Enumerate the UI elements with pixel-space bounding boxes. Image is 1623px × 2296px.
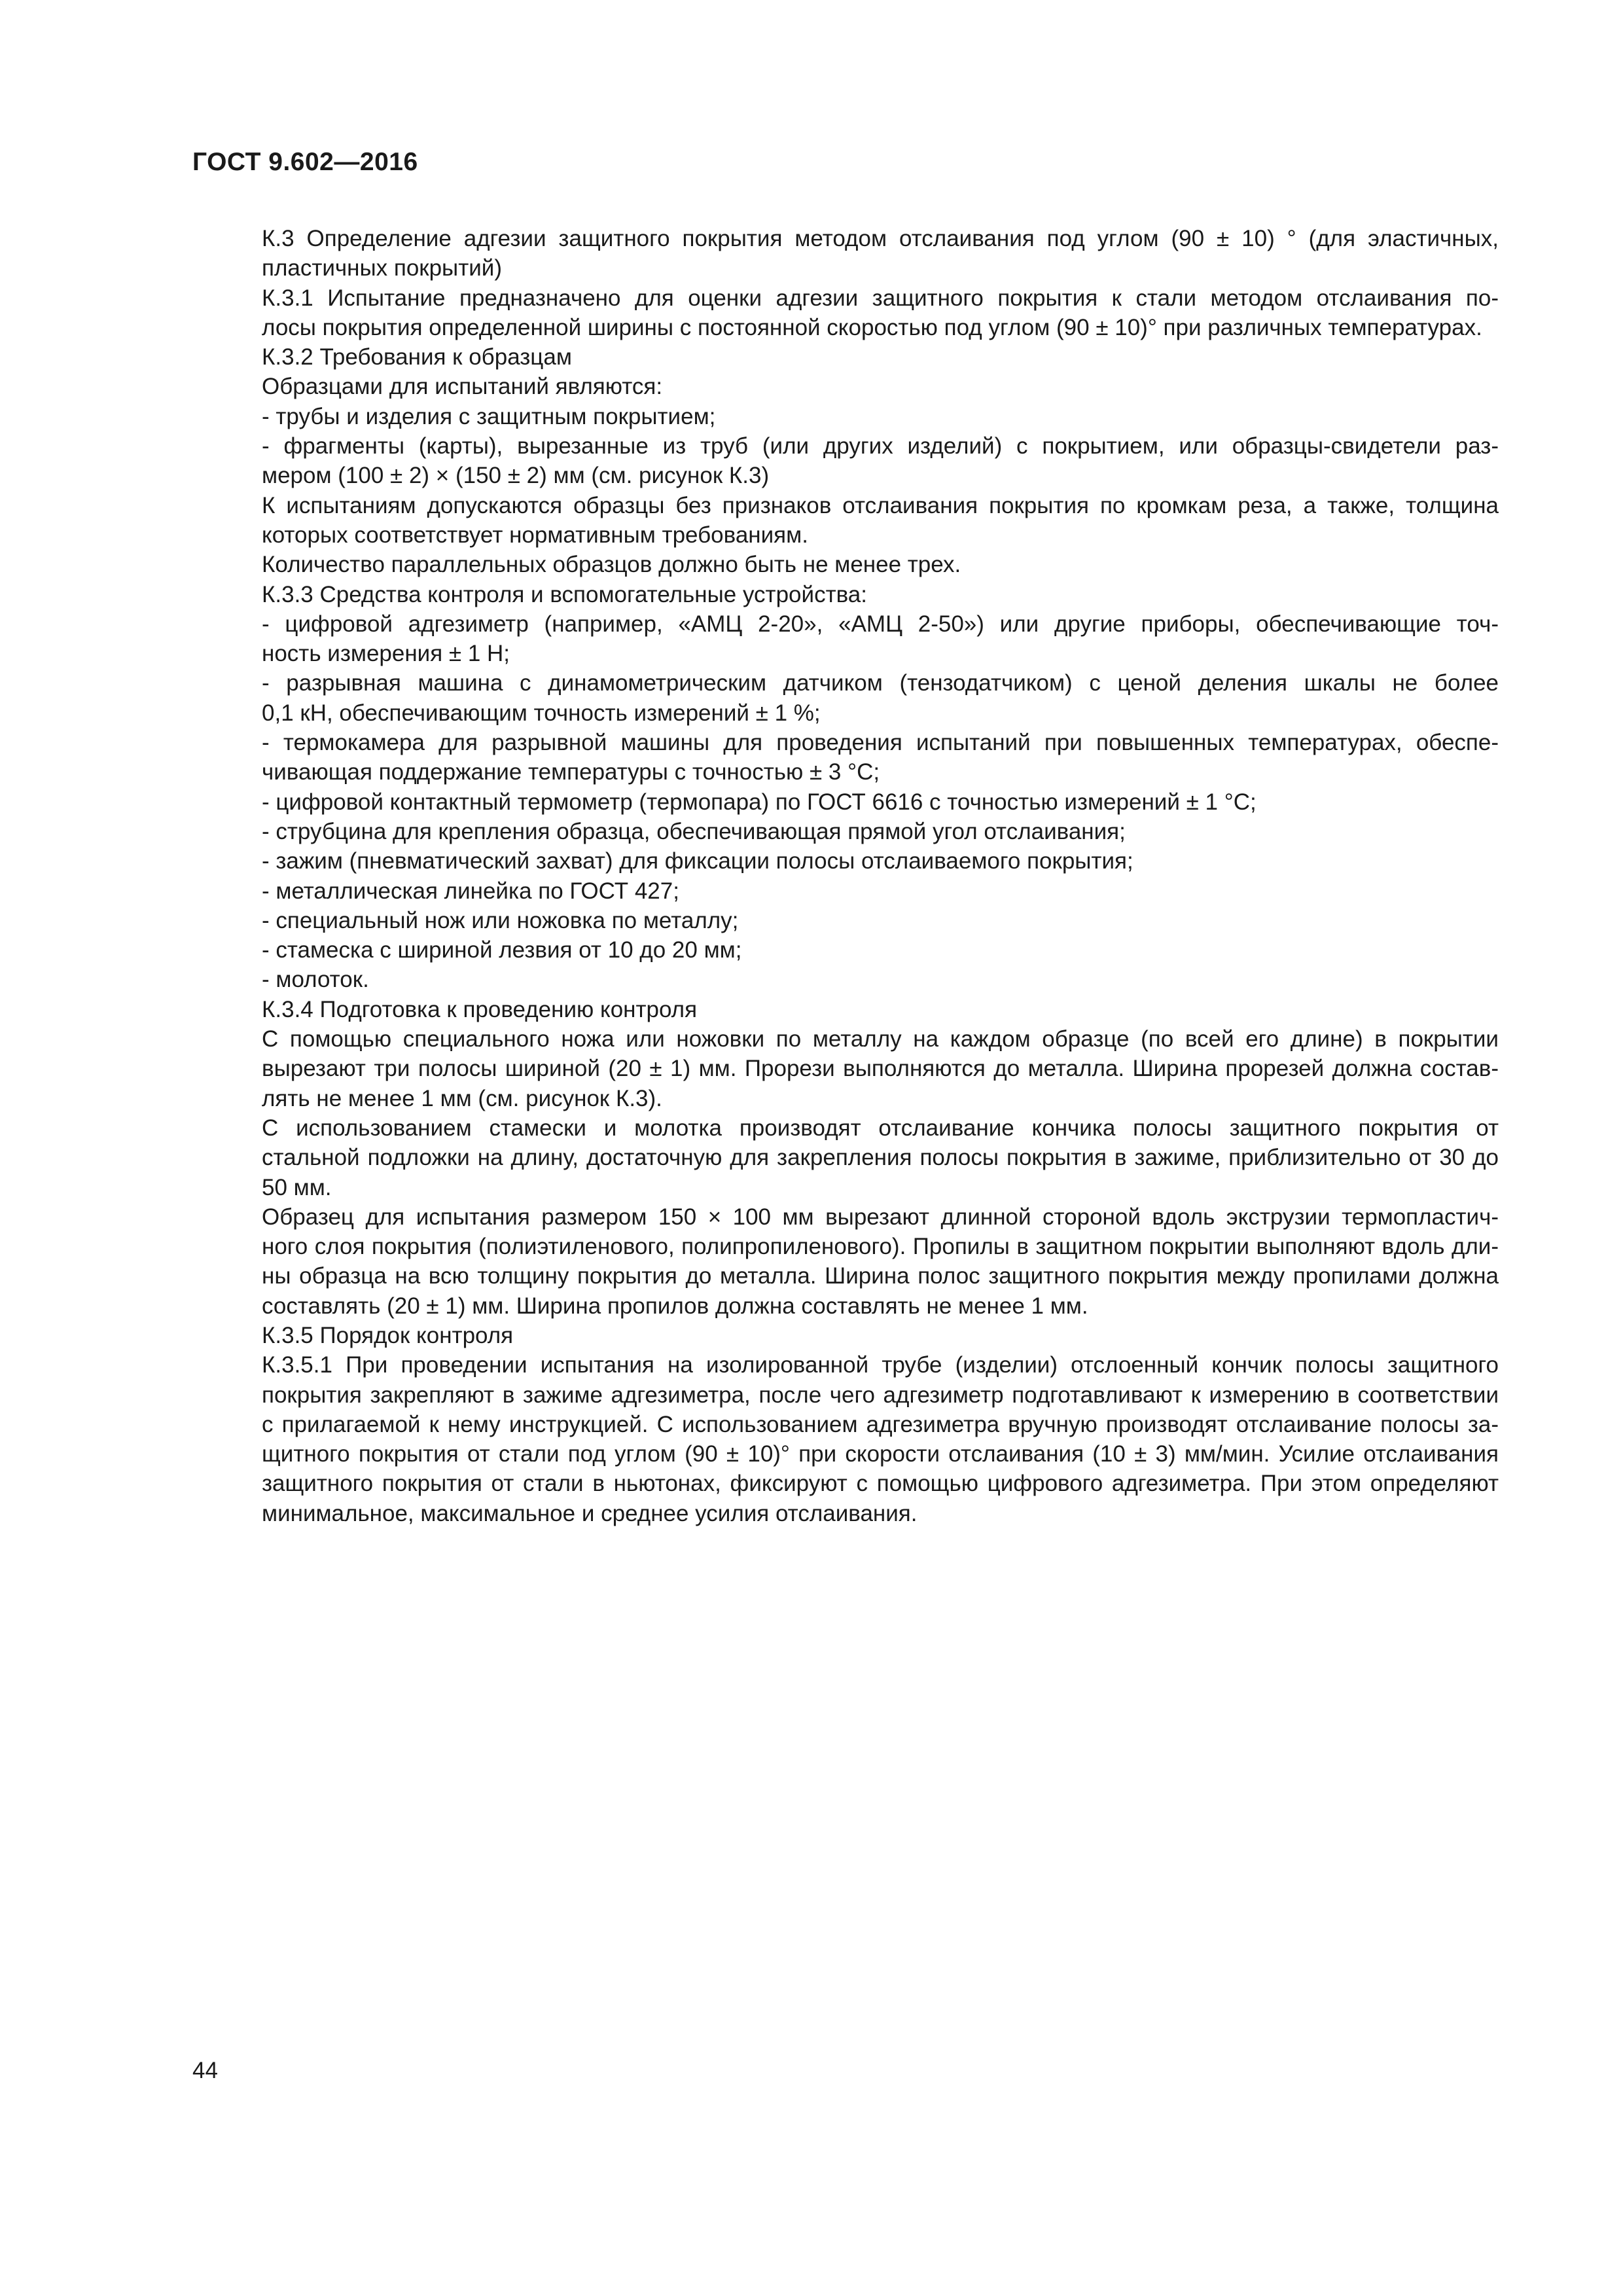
- paragraph-admission: К испытаниям допускаются образцы без признаков отслаивания покрытия по кромкам реза, а также, толщина которых соответствует нормативным требованиям.: [262, 492, 1499, 548]
- list-item: - цифровой контактный термометр (термопара) по ГОСТ 6616 с точностью измерений ± 1 °С;: [262, 789, 1257, 815]
- document-header: ГОСТ 9.602—2016: [192, 148, 418, 176]
- list-item: - разрывная машина с динамометрическим датчиком (тензодатчиком) с ценой деления шкалы не более 0,1 кН, обеспечивающим точность измерений ± 1 %;: [262, 670, 1499, 726]
- list-item: - стамеска с шириной лезвия от 10 до 20 мм;: [262, 937, 742, 963]
- document-body: [192, 224, 1499, 1528]
- list-item: - зажим (пневматический захват) для фиксации полосы отслаиваемого покрытия;: [262, 848, 1133, 874]
- list-item: - металлическая линейка по ГОСТ 427;: [262, 878, 679, 904]
- list-item: - трубы и изделия с защитным покрытием;: [262, 403, 716, 429]
- heading-k3-5: К.3.5 Порядок контроля: [262, 1322, 514, 1348]
- list-item: - специальный нож или ножовка по металлу;: [262, 907, 739, 933]
- list-item: - струбцина для крепления образца, обеспечивающая прямой угол отслаивания;: [262, 818, 1126, 844]
- section-k3-title: К.3 Определение адгезии защитного покрытия методом отслаивания под углом (90 ± 10) ° (для эластичных, пластичных покрытий): [262, 226, 1499, 281]
- heading-k3-4: К.3.4 Подготовка к проведению контроля: [262, 996, 698, 1022]
- paragraph-cutting: С помощью специального ножа или ножовки по металлу на каждом образце (по всей его длине) в покрытии вырезают три полосы шириной (20 ± 1) мм. Прорези выполняются до металла. Ширина прорезей должна состав- лять не менее 1 мм (см. рисунок К.3).: [262, 1026, 1499, 1111]
- paragraph-k3-5-1: К.3.5.1 При проведении испытания на изолированной трубе (изделии) отслоенный кончик полосы защитного покрытия закрепляют в зажиме адгезиметра, после чего адгезиметр подготавливают к измерению в соответствии с прилагаемой к нему инструкцией. С использованием адгезиметра вручную производят отслаивание полосы за- щитного покрытия от стали под углом (90 ± 10)° при скорости отслаивания (10 ± 3) мм/мин. Усилие отслаивания защитного покрытия от стали в ньютонах, фиксируют с помощью цифрового адгезиметра. При этом определяют минимальное, максимальное и среднее усилия отслаивания.: [262, 1352, 1499, 1526]
- paragraph-specimen: Образец для испытания размером 150 × 100 мм вырезают длинной стороной вдоль экструзии термопластич- ного слоя покрытия (полиэтиленового, полипропиленового). Пропилы в защитном покрытии выполняют вдоль дли- ны образца на всю толщину покрытия до металла. Ширина полос защитного покрытия между пропилами должна составлять (20 ± 1) мм. Ширина пропилов должна составлять не менее 1 мм.: [262, 1204, 1499, 1319]
- heading-k3-3: К.3.3 Средства контроля и вспомогательные устройства:: [262, 581, 867, 607]
- paragraph-sample-count: Количество параллельных образцов должно быть не менее трех.: [262, 552, 961, 578]
- paragraph-samples-intro: Образцами для испытаний являются:: [262, 374, 663, 400]
- page-number: 44: [192, 2058, 218, 2083]
- paragraph-k3-1: К.3.1 Испытание предназначено для оценки адгезии защитного покрытия к стали методом отслаивания по- лосы покрытия определенной ширины с постоянной скоростью под углом (90 ± 10)° при различных температурах.: [262, 285, 1499, 340]
- list-item: - цифровой адгезиметр (например, «АМЦ 2-20», «АМЦ 2-50») или другие приборы, обеспечивающие точ- ность измерения ± 1 Н;: [262, 611, 1499, 667]
- list-item: - фрагменты (карты), вырезанные из труб (или других изделий) с покрытием, или образцы-свидетели раз- мером (100 ± 2) × (150 ± 2) мм (см. рисунок К.3): [262, 433, 1499, 489]
- paragraph-peeling-tip: С использованием стамески и молотка производят отслаивание кончика полосы защитного покрытия от стальной подложки на длину, достаточную для закрепления полосы покрытия в зажиме, приблизительно от 30 до 50 мм.: [262, 1115, 1499, 1200]
- heading-k3-2: К.3.2 Требования к образцам: [262, 344, 572, 370]
- list-item: - термокамера для разрывной машины для проведения испытаний при повышенных температурах, обеспе- чивающая поддержание температуры с точностью ± 3 °С;: [262, 730, 1499, 785]
- list-item: - молоток.: [262, 967, 369, 993]
